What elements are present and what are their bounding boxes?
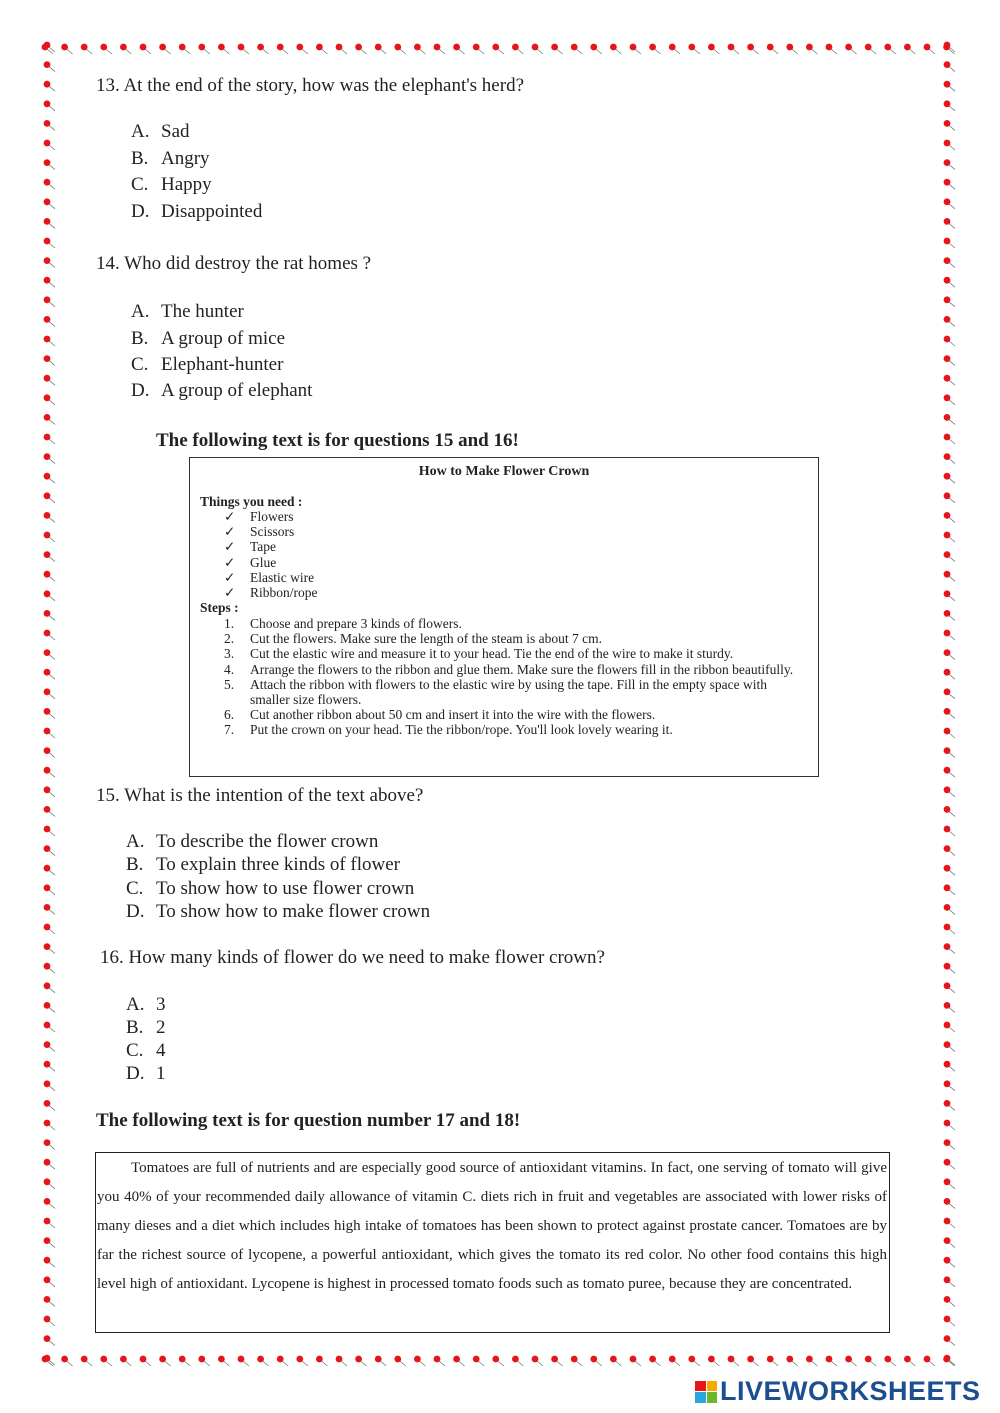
q14-option-b[interactable]: B. A group of mice — [131, 328, 286, 349]
q13-option-a[interactable]: A. Sad — [131, 121, 190, 142]
step-item: 1. Choose and prepare 3 kinds of flowers. — [224, 616, 462, 631]
checkmark-icon: ✓ — [224, 569, 236, 585]
checkmark-icon: ✓ — [224, 584, 236, 600]
list-item: ✓ Ribbon/rope — [224, 584, 318, 600]
q14-option-c[interactable]: C. Elephant-hunter — [131, 354, 284, 375]
dotted-border-right — [938, 40, 958, 1370]
list-item: ✓ Flowers — [224, 509, 294, 524]
steps-list — [224, 616, 809, 738]
q13-option-b[interactable]: B. Angry — [131, 148, 210, 169]
q15-option-d[interactable]: D. To show how to make flower crown — [126, 901, 431, 922]
step-item: 4. Arrange the flowers to the ribbon and glue them. Make sure the flowers fill in the ribbon beautifully. — [224, 661, 794, 677]
q16-option-d[interactable]: D. 1 — [126, 1063, 166, 1084]
q13-option-c[interactable]: C. Happy — [131, 174, 212, 195]
dotted-border-bottom — [40, 1350, 962, 1370]
step-item: 2. Cut the flowers. Make sure the length of the steam is about 7 cm. — [224, 631, 603, 647]
question-13: 13. At the end of the story, how was the elephant's herd? — [96, 75, 525, 96]
checkmark-icon: ✓ — [224, 539, 236, 555]
list-item: ✓ Tape — [224, 539, 277, 555]
q15-option-c[interactable]: C. To show how to use flower crown — [126, 878, 415, 899]
intro-questions-15-16: The following text is for questions 15 and 16! — [156, 430, 519, 451]
q15-option-b[interactable]: B. To explain three kinds of flower — [126, 854, 401, 875]
q13-option-d[interactable]: D. Disappointed — [131, 201, 263, 222]
things-you-need-label: Things you need : — [200, 494, 303, 509]
liveworksheets-logo — [695, 1378, 981, 1405]
dotted-border-left — [38, 40, 58, 1370]
liveworksheets-wordmark: LIVEWORKSHEETS — [720, 1376, 981, 1406]
q15-option-a[interactable]: A. To describe the flower crown — [126, 831, 379, 852]
liveworksheets-logo-icon — [695, 1381, 717, 1403]
list-item: ✓ Scissors — [224, 524, 295, 540]
flower-crown-title: How to Make Flower Crown — [418, 464, 590, 479]
q14-option-a[interactable]: A. The hunter — [131, 301, 244, 322]
checkmark-icon: ✓ — [224, 509, 236, 524]
dotted-border-top — [40, 38, 962, 58]
checkmark-icon: ✓ — [224, 554, 236, 570]
q16-option-c[interactable]: C. 4 — [126, 1040, 166, 1061]
step-item: 3. Cut the elastic wire and measure it to your head. Tie the end of the wire to make it sturdy. — [224, 646, 734, 662]
checkmark-icon: ✓ — [224, 524, 236, 540]
list-item: ✓ Glue — [224, 554, 277, 570]
tomato-passage-text: Tomatoes are full of nutrients and are especially good source of antioxidant vitamins. In fact, one serving of tomato will give you 40% of your recommended daily allowance of vitamin C. diets rich in fruit and vegetables are associated with lower risks of many dieses and a diet which includes high intake of tomatoes has been shown to protect against prostate cancer. Tomatoes are by far the richest source of lycopene, a powerful antioxidant, which gives the tomato its red color. No other food contains this high level high of antioxidant. Lycopene is highest in processed tomato foods such as tomato puree, because they are concentrated. — [97, 1160, 887, 1292]
q14-option-d[interactable]: D. A group of elephant — [131, 380, 313, 401]
step-item: 6. Cut another ribbon about 50 cm and insert it into the wire with the flowers. — [224, 707, 656, 723]
q16-option-a[interactable]: A. 3 — [126, 994, 166, 1015]
question-15: 15. What is the intention of the text above? — [96, 785, 424, 806]
question-14: 14. Who did destroy the rat homes ? — [96, 253, 372, 274]
intro-questions-17-18: The following text is for question number 17 and 18! — [96, 1110, 521, 1131]
question-16: 16. How many kinds of flower do we need to make flower crown? — [100, 947, 605, 968]
q16-option-b[interactable]: B. 2 — [126, 1017, 166, 1038]
things-you-need-list — [224, 509, 318, 600]
steps-label: Steps : — [200, 600, 239, 615]
list-item: ✓ Elastic wire — [224, 569, 315, 585]
step-item: 5. Attach the ribbon with flowers to the elastic wire by using the tape. Fill in the empty space with smaller size flowers. — [224, 676, 768, 708]
step-item: 7. Put the crown on your head. Tie the ribbon/rope. You'll look lovely wearing it. — [224, 722, 673, 738]
tomato-passage-box — [95, 1152, 890, 1333]
flower-crown-text-box — [189, 457, 819, 777]
